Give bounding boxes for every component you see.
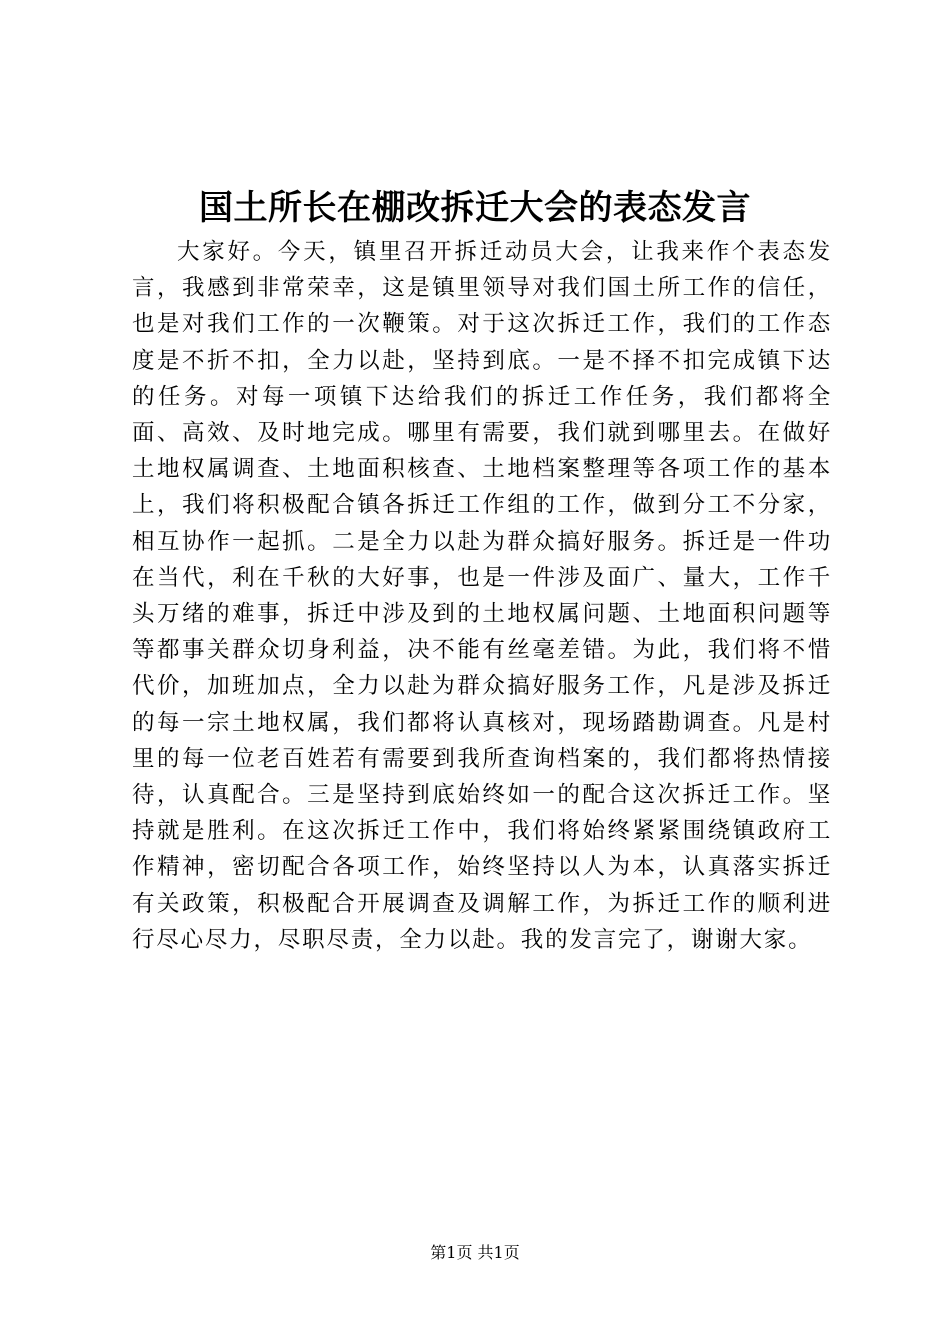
document-title: 国土所长在棚改拆迁大会的表态发言 [199, 188, 751, 228]
page-footer-page-number: 第1页 共1页 [430, 1243, 520, 1262]
document-body-paragraph: 大家好。今天，镇里召开拆迁动员大会，让我来作个表态发言，我感到非常荣幸，这是镇里领导对我们国土所工作的信任，也是对我们工作的一次鞭策。对于这次拆迁工作，我们的工作态度是不折不扣，全力以赴，坚持到底。一是不择不扣完成镇下达的任务。对每一项镇下达给我们的拆迁工作任务，我们都将全面、高效、及时地完成。哪里有需要，我们就到哪里去。在做好土地权属调查、土地面积核查、土地档案整理等各项工作的基本上，我们将积极配合镇各拆迁工作组的工作，做到分工不分家，相互协作一起抓。二是全力以赴为群众搞好服务。拆迁是一件功在当代，利在千秋的大好事，也是一件涉及面广、量大，工作千头万绪的难事，拆迁中涉及到的土地权属问题、土地面积问题等等都事关群众切身利益，决不能有丝毫差错。为此，我们将不惜代价，加班加点，全力以赴为群众搞好服务工作，凡是涉及拆迁的每一宗土地权属，我们都将认真核对，现场踏勘调查。凡是村里的每一位老百姓若有需要到我所查询档案的，我们都将热情接待，认真配合。三是坚持到底始终如一的配合这次拆迁工作。坚持就是胜利。在这次拆迁工作中，我们将始终紧紧围绕镇政府工作精神，密切配合各项工作，始终坚持以人为本，认真落实拆迁有关政策，积极配合开展调查及调解工作，为拆迁工作的顺利进行尽心尽力，尽职尽责，全力以赴。我的发言完了，谢谢大家。 [132, 239, 832, 953]
